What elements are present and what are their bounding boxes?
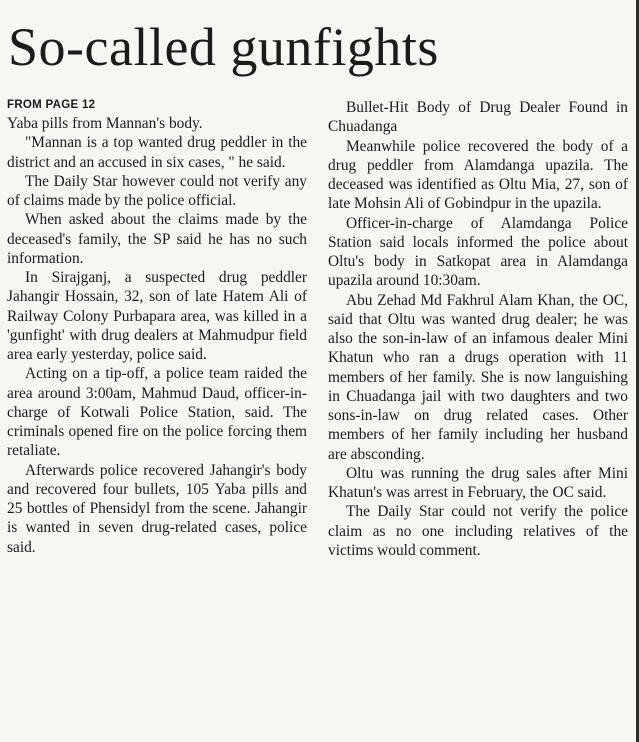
paragraph: In Sirajganj, a suspected drug peddler Jahangir Hossain, 32, son of late Hatem Ali of Railway Colony Purbapara area, was killed in a 'gunfight' with drug dealers at Mahmudpur field area early yesterday, police said. (7, 269, 307, 363)
paragraph: Afterwards police recovered Jahangir's body and recovered four bullets, 105 Yaba pills and 25 bottles of Phensidyl from the scene. Jahangir is wanted in seven drug-related cases, police said. (7, 461, 307, 556)
paragraph: The Daily Star however could not verify any of claims made by the police official. (7, 172, 307, 209)
paragraph: When asked about the claims made by the deceased's family, the SP said he has no such information. (7, 211, 307, 267)
paragraph: Officer-in-charge of Alamdanga Police Station said locals informed the police about Oltu's body in Satkopat area in Alamdanga upazila around 10:30am. (328, 214, 628, 290)
left-column (7, 98, 307, 557)
paragraph: Acting on a tip-off, a police team raided the area around 3:00am, Mahmud Daud, officer-in-charge of Kotwali Police Station, said. The criminals opened fire on the police forcing them retaliate. (7, 365, 307, 460)
paragraph: Oltu was running the drug sales after Mini Khatun's was arrest in February, the OC said. (328, 464, 628, 501)
subhead: Bullet-Hit Body of Drug Dealer Found in Chuadanga (328, 99, 628, 136)
headline: So-called gunfights (8, 17, 439, 77)
paragraph: Yaba pills from Mannan's body. (7, 115, 203, 132)
paragraph: The Daily Star could not verify the police claim as no one including relatives of the victims would comment. (328, 503, 628, 559)
jump-line: FROM PAGE 12 (7, 99, 96, 111)
paragraph: Meanwhile police recovered the body of a drug peddler from Alamdanga upazila. The deceased was identified as Oltu Mia, 27, son of late Mohsin Ali of Gobindpur in the upazila. (328, 137, 628, 213)
right-column (328, 98, 628, 560)
paragraph: Abu Zehad Md Fakhrul Alam Khan, the OC, said that Oltu was wanted drug dealer; he was also the son-in-law of an infamous dealer Mini Khatun who ran a drugs operation with 11 members of her family. She is now languishing in Chuadanga jail with two daughters and two sons-in-law on drug related cases. Other members of her family including her husband are absconding. (328, 291, 628, 463)
paragraph: "Mannan is a top wanted drug peddler in the district and an accused in six cases, " he said. (7, 134, 307, 171)
